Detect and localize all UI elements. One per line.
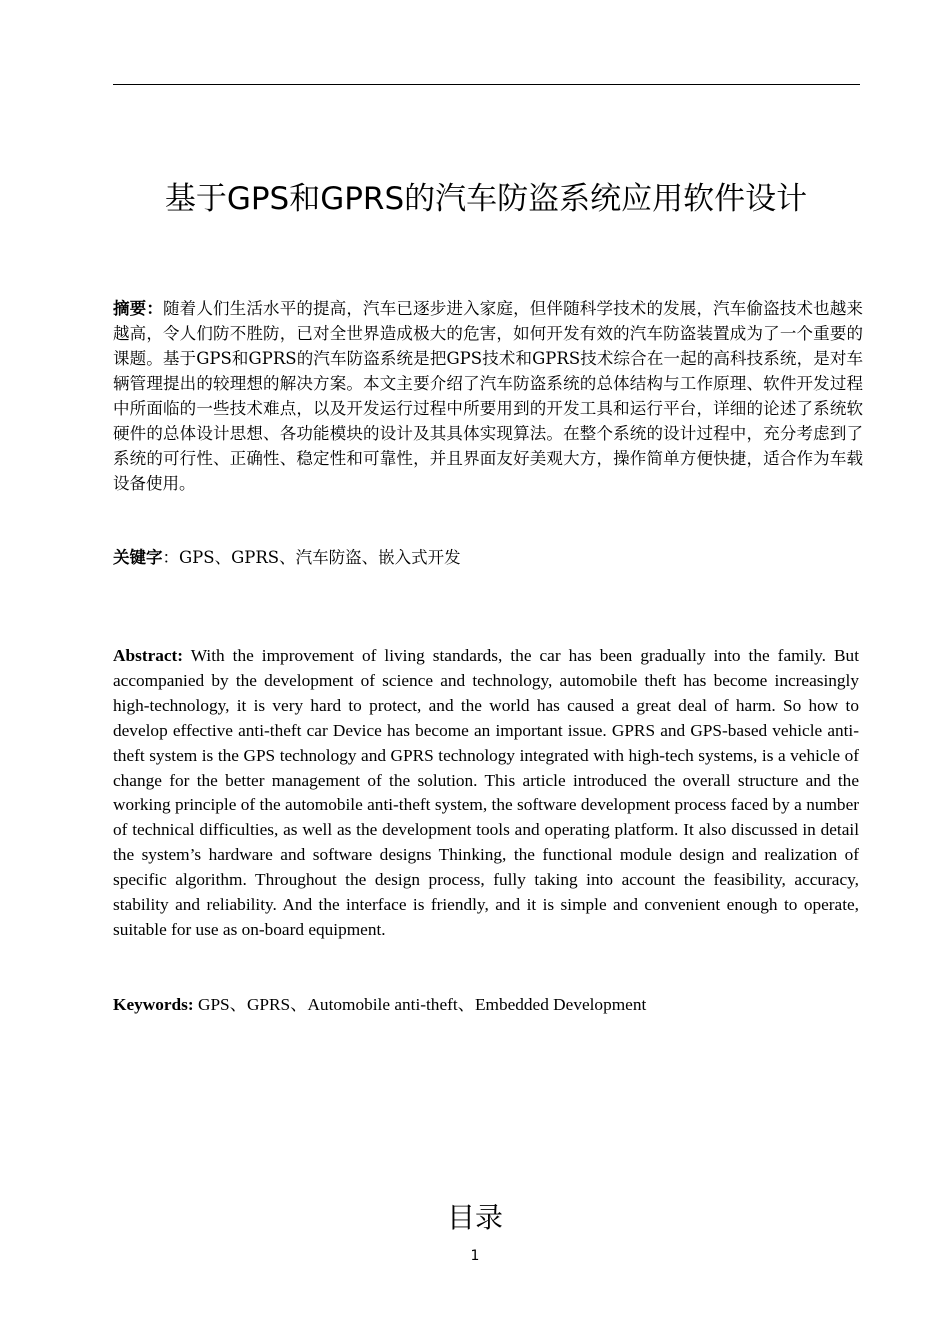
document-title: 基于GPS和GPRS的汽车防盗系统应用软件设计 (164, 181, 808, 217)
english-abstract-label: Abstract: (113, 646, 184, 665)
chinese-abstract-label: 摘要： (113, 299, 164, 318)
english-abstract-text: With the improvement of living standards, the car has been gradually into the family. But accompanied by the development of science and technology, automobile theft has become increasingly high-technology, it is very hard to protect, and the world has caused a great deal of harm. So how to develop effective anti-theft car Device has become an important issue. GPRS and GPS-based vehicle anti-theft system is the GPS technology and GPRS technology integrated with high-tech systems, is a vehicle of change for the better management of the solution. This article introduced the overall structure and the working principle of the automobile anti-theft system, the software development process faced by a number of technical difficulties, as well as the development tools and operating platform. It also discussed in detail the system’s hardware and software designs Thinking, the functional module design and realization of specific algorithm. Throughout the design process, fully taking into account the feasibility, accuracy, stability and reliability. And the interface is friendly, and it is simple and convenient enough to operate, suitable for use as on-board equipment. (113, 646, 859, 939)
english-abstract (113, 644, 859, 943)
english-keywords-text: GPS、GPRS、Automobile anti-theft、Embedded Development (193, 995, 647, 1014)
chinese-keywords (113, 545, 863, 570)
chinese-keywords-text: ：GPS、GPRS、汽车防盗、嵌入式开发 (162, 548, 461, 567)
english-keywords-label: Keywords: (113, 995, 194, 1014)
table-of-contents-heading: 目录 (446, 1201, 503, 1234)
chinese-abstract (113, 296, 863, 496)
english-keywords (113, 993, 859, 1018)
header-rule (113, 84, 860, 85)
page-number: 1 (470, 1248, 480, 1264)
chinese-abstract-text: 随着人们生活水平的提高，汽车已逐步进入家庭，但伴随科学技术的发展，汽车偷盗技术也越来越高，令人们防不胜防，已对全世界造成极大的危害，如何开发有效的汽车防盗装置成为了一个重要的课题。基于GPS和GPRS的汽车防盗系统是把GPS技术和GPRS技术综合在一起的高科技系统，是对车辆管理提出的较理想的解决方案。本文主要介绍了汽车防盗系统的总体结构与工作原理、软件开发过程中所面临的一些技术难点，以及开发运行过程中所要用到的开发工具和运行平台，详细的论述了系统软硬件的总体设计思想、各功能模块的设计及其具体实现算法。在整个系统的设计过程中，充分考虑到了系统的可行性、正确性、稳定性和可靠性，并且界面友好美观大方，操作简单方便快捷，适合作为车载设备使用。 (113, 299, 864, 493)
chinese-keywords-label: 关键字 (113, 548, 163, 567)
